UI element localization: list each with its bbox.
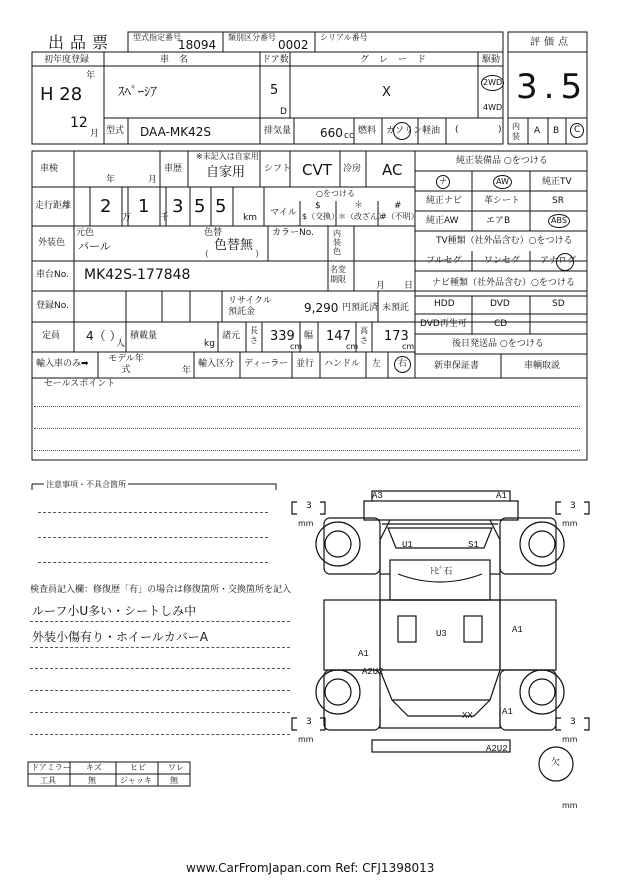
load-unit: kg	[204, 339, 215, 349]
inspection-year: 年	[106, 175, 116, 185]
diag-label-a2u2-left: A2U2	[362, 667, 384, 677]
displacement-label: 排気量	[264, 126, 292, 136]
tv-analog-circle	[556, 253, 574, 271]
inspection-label: 車検	[40, 164, 59, 174]
meter-exchange: $（交換）	[302, 212, 340, 221]
interior-a: A	[534, 126, 541, 136]
genuine-header: 純正装備品 ○をつける	[456, 156, 548, 166]
tire-depth-fl: 3	[306, 501, 312, 511]
later-warranty: 新車保証書	[434, 361, 480, 371]
navi-header: ナビ種類（社外品含む）○をつける	[432, 278, 575, 288]
parts-door-mirror: ドアミラー	[31, 763, 71, 772]
drive-label: 駆動	[482, 55, 501, 65]
navi-sd: SD	[552, 299, 565, 309]
width-unit: cm	[346, 342, 359, 351]
equip-sr: SR	[552, 196, 564, 206]
tv-analog: アナログ	[540, 256, 577, 266]
diag-label-xx: XX	[462, 711, 473, 721]
mileage-digit-2: 1	[138, 196, 150, 217]
class-no: 0002	[278, 38, 309, 52]
parts-jack-value: 無	[170, 776, 178, 785]
parts-tools-value: 無	[88, 776, 96, 785]
displacement-value: 660	[320, 126, 343, 140]
tv-fullseg: フルセグ	[426, 256, 462, 266]
diag-label-chip: ﾄﾋﾞ石	[430, 567, 453, 577]
diag-label-a1-rear: A1	[502, 707, 513, 717]
month-suffix: 月	[90, 129, 100, 139]
length-unit: cm	[290, 342, 303, 351]
diag-label-s1: S1	[468, 540, 479, 550]
inspector-label: 検査員記入欄：修復歴「有」の場合は修復箇所・交換箇所を記入	[30, 585, 292, 595]
equip-abs-circled: ABS	[548, 214, 570, 228]
diag-label-a2u2-rear: A2U2	[486, 744, 508, 754]
capacity-label: 定員	[42, 331, 61, 341]
length-label: 長さ	[250, 326, 258, 345]
first-reg-month: 12	[70, 115, 88, 131]
interior-color-label: 内装色	[333, 229, 341, 256]
model-value: DAA-MK42S	[140, 125, 211, 139]
meter-unknown: #（不明）	[380, 212, 419, 221]
grade-label: グレード	[360, 55, 437, 65]
interior-c-circled: C	[570, 123, 584, 138]
handle-right-circled: 右	[394, 356, 411, 373]
sales-line-3	[34, 450, 580, 451]
expiry-day: 日	[404, 281, 414, 291]
interior-label: 内装	[512, 122, 520, 141]
capacity-unit: 人	[116, 339, 126, 349]
recycle-amount: 9,290	[304, 301, 339, 315]
tire-depth-rl: 3	[306, 717, 312, 727]
tv-oneseg: ワンセグ	[484, 256, 521, 266]
diag-label-a1-right: A1	[512, 625, 523, 635]
diag-label-u3: U3	[436, 629, 447, 639]
usage-value: 自家用	[206, 165, 246, 180]
color-code-label: 色替	[204, 228, 223, 238]
chassis-label: 車台No.	[36, 270, 69, 280]
drive-2wd-circled: 2WD	[481, 75, 504, 91]
recycle-unpaid: 未預託	[382, 303, 410, 313]
capacity-value: 4（ ）	[86, 329, 122, 343]
attention-label: 注意事項・不具合箇所	[46, 480, 126, 489]
inspection-month: 月	[148, 175, 158, 185]
meter-tampered: ＊（改ざん）	[338, 212, 386, 221]
mileage-label: 走行距離	[35, 201, 72, 211]
class-label: 類別区分番号	[228, 33, 276, 42]
tire-depth-rl-unit: mm	[298, 735, 314, 744]
vehicle-name: ｽﾍﾟｰｼｱ	[118, 85, 157, 100]
footer-ref: www.CarFromJapan.com Ref: CFJ1398013	[186, 861, 435, 875]
later-header: 後日発送品 ○をつける	[452, 339, 544, 349]
height-label: 高さ	[360, 326, 368, 345]
parts-tools: 工具	[40, 776, 56, 785]
navi-dvd-play: DVD再生可	[420, 319, 467, 329]
import-type-label: 輸入区分	[198, 359, 235, 369]
interior-b: B	[553, 126, 560, 136]
score-value: 3.5	[516, 67, 589, 107]
equip-genuine-aw: 純正AW	[426, 216, 459, 226]
parts-crack: ヒビ	[130, 763, 146, 772]
parts-scratch: キズ	[86, 763, 102, 772]
recycle-label: リサイクル預託金	[228, 296, 272, 317]
doors-value: 5	[270, 83, 279, 98]
model-cert-no: 18094	[178, 38, 217, 52]
drive-4wd: 4WD	[483, 103, 503, 112]
chassis-value: MK42S-177848	[84, 267, 191, 283]
model-year-label: モデル年式	[108, 354, 144, 375]
meter-hash-symbol: #	[394, 201, 402, 211]
model-year-unit: 年	[182, 366, 192, 376]
navi-cd: CD	[494, 319, 508, 329]
diag-label-missing: 欠	[551, 758, 561, 768]
later-manual: 車輌取説	[524, 361, 561, 371]
attention-line-1	[38, 512, 268, 513]
height-unit: cm	[402, 342, 415, 351]
aircon-label: 冷房	[343, 164, 362, 174]
dealer-option: ディーラー	[244, 359, 289, 369]
fuel-light-oil: 軽油	[422, 126, 441, 136]
tire-depth-fr-unit: mm	[562, 519, 578, 528]
first-reg-era: H 28	[40, 84, 83, 105]
equip-tv: 純正TV	[542, 177, 572, 187]
tv-header: TV種類（社外品含む）○をつける	[436, 236, 573, 246]
inspector-note-1: ルーフ小U多い・シートしみ中	[32, 604, 197, 618]
name-label: 車名	[160, 55, 199, 65]
navi-hdd: HDD	[434, 299, 455, 309]
equip-leather: 革シート	[484, 196, 521, 206]
displacement-unit: cc	[344, 131, 354, 141]
reg-label: 登録No.	[36, 301, 69, 311]
tire-depth-rr: 3	[570, 717, 576, 727]
original-color: パール	[78, 240, 111, 253]
parts-break: ワレ	[168, 763, 184, 772]
fuel-gasoline-circle	[393, 122, 411, 140]
year-suffix: 年	[86, 71, 96, 81]
meter-header: ○をつける	[316, 189, 355, 198]
form-title: 出品票	[48, 33, 115, 52]
score-label: 評価点	[530, 37, 572, 48]
equip-navi-circled: ナ	[436, 175, 450, 189]
original-color-label: 元色	[76, 228, 95, 238]
color-label: 外装色	[38, 238, 66, 248]
width-label: 幅	[304, 331, 314, 341]
handle-label: ハンドル	[324, 359, 361, 369]
sales-points-label: セールスポイント	[44, 379, 116, 389]
diag-label-a1-front: A1	[496, 491, 507, 501]
meter-dollar-symbol: $	[315, 201, 321, 211]
attention-line-3	[38, 562, 268, 563]
tire-depth-fl-unit: mm	[298, 519, 314, 528]
shift-value: CVT	[302, 161, 332, 179]
first-reg-label: 初年度登録	[44, 55, 90, 65]
meter-mile: マイル	[270, 208, 297, 218]
width-value: 147	[326, 329, 351, 344]
mileage-unit-sen: 千	[160, 213, 170, 223]
handle-left: 左	[372, 359, 382, 369]
mileage-digit-1: 2	[100, 196, 112, 217]
expiry-month: 月	[376, 281, 386, 291]
equip-genuine-navi: 純正ナビ	[426, 196, 463, 206]
fuel-label: 燃料	[358, 126, 377, 136]
tire-depth-fr: 3	[570, 501, 576, 511]
diag-label-a1-left: A1	[358, 649, 369, 659]
equip-aw-circled: AW	[493, 175, 512, 189]
attention-line-2	[38, 537, 268, 538]
height-value: 173	[384, 329, 409, 344]
length-value: 339	[270, 329, 295, 344]
expiry-label: 名変期限	[330, 265, 346, 284]
inspector-note-2: 外装小傷有り・ホイールカバーA	[32, 630, 208, 644]
load-label: 積載量	[130, 331, 158, 341]
dim-label: 諸元	[222, 331, 241, 341]
sales-line-1	[34, 406, 580, 407]
spare-unit: mm	[562, 801, 578, 810]
recycle-deposited: 円預託済	[342, 303, 379, 313]
parallel-option: 並行	[296, 359, 315, 369]
meter-star-symbol: ＊	[354, 201, 364, 211]
sales-line-2	[34, 428, 580, 429]
parts-jack: ジャッキ	[120, 776, 152, 785]
doors-label: ドア数	[262, 55, 289, 65]
usage-label: 車歴	[164, 164, 183, 174]
diag-label-a3-front: A3	[372, 491, 383, 501]
model-label: 型式	[106, 126, 125, 136]
aircon-value: AC	[382, 161, 403, 179]
serial-label: シリアル番号	[320, 33, 368, 42]
mileage-unit-km: km	[243, 213, 257, 223]
color-change: 色替無	[214, 238, 254, 253]
navi-dvd: DVD	[490, 299, 510, 309]
grade-value: X	[382, 85, 391, 100]
mileage-digit-4: 5	[194, 196, 206, 217]
door-type: D	[280, 107, 287, 117]
usage-note: ※未記入は自家用	[196, 152, 259, 161]
mileage-unit-man: 万	[122, 213, 132, 223]
tire-depth-rr-unit: mm	[562, 735, 578, 744]
diag-label-u1: U1	[402, 540, 413, 550]
import-label: 輸入車のみ➡	[36, 359, 89, 369]
fuel-gasoline: ガソリン	[386, 126, 423, 136]
model-cert-label: 型式指定番号	[133, 33, 181, 42]
mileage-digit-3: 3	[172, 196, 184, 217]
mileage-digit-5: 5	[215, 196, 227, 217]
shift-label: シフト	[264, 164, 292, 174]
equip-airbag: エアB	[486, 216, 511, 226]
color-no-label: カラーNo.	[272, 228, 314, 238]
